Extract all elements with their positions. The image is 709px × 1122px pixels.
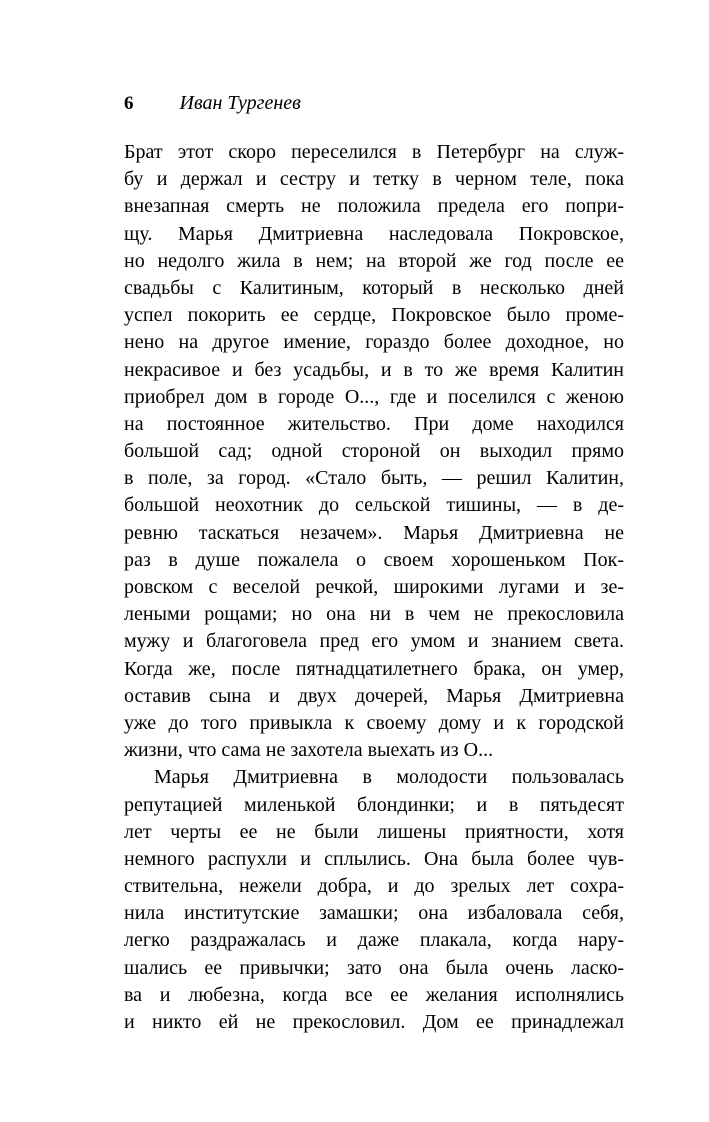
text-line: свадьбы с Калитиным, который в несколько дней bbox=[124, 276, 624, 299]
text-line: мужу и благоговела пред его умом и знанием света. bbox=[124, 630, 624, 653]
text-line: жизни, что сама не захотела выехать из О... bbox=[124, 739, 494, 762]
running-head-author: Иван Тургенев bbox=[179, 92, 301, 114]
text-line: ровском с веселой речкой, широкими лугами и зе- bbox=[124, 576, 624, 598]
text-line: оставив сына и двух дочерей, Марья Дмитриевна bbox=[124, 684, 624, 707]
running-header bbox=[124, 92, 624, 115]
text-line: шались ее привычки; зато она была очень ласко- bbox=[124, 956, 624, 979]
text-line: нила институтские замашки; она избаловала себя, bbox=[124, 902, 624, 925]
text-line: большой сад; одной стороной он выходил прямо bbox=[124, 440, 624, 463]
text-line: немного распухли и сплылись. Она была более чув- bbox=[124, 847, 624, 870]
text-line: бу и держал и сестру и тетку в черном теле, пока bbox=[124, 168, 624, 191]
text-line: внезапная смерть не положила предела его попри- bbox=[124, 195, 624, 218]
text-line: но недолго жила в нем; на второй же год после ее bbox=[124, 249, 624, 272]
text-line: леными рощами; но она ни в чем не прекословила bbox=[124, 603, 624, 626]
text-line: лет черты ее не были лишены приятности, хотя bbox=[124, 820, 624, 843]
text-line: Марья Дмитриевна в молодости пользовалась bbox=[154, 766, 624, 789]
text-line: большой неохотник до сельской тишины, — в де- bbox=[124, 494, 624, 517]
text-line: успел покорить ее сердце, Покровское было проме- bbox=[124, 304, 624, 327]
text-line: на постоянное жительство. При доме находился bbox=[124, 412, 624, 435]
text-line: Когда же, после пятнадцатилетнего брака, он умер, bbox=[124, 657, 624, 680]
text-line: щу. Марья Дмитриевна наследовала Покровское, bbox=[124, 222, 624, 245]
text-line: ствительна, нежели добра, и до зрелых лет сохра- bbox=[124, 875, 624, 898]
text-line: раз в душе пожалела о своем хорошеньком Пок- bbox=[124, 548, 624, 571]
text-line: легко раздражалась и даже плакала, когда нару- bbox=[124, 929, 624, 952]
page-number: 6 bbox=[124, 93, 134, 114]
paragraph-1 bbox=[124, 139, 624, 764]
text-line: репутацией миленькой блондинки; и в пятьдесят bbox=[124, 793, 624, 816]
text-line: Брат этот скоро переселился в Петербург на служ- bbox=[124, 141, 624, 163]
text-line: некрасивое и без усадьбы, и в то же время Калитин bbox=[124, 358, 624, 381]
text-line: нено на другое имение, гораздо более доходное, но bbox=[124, 331, 624, 354]
text-line: ва и любезна, когда все ее желания исполнялись bbox=[124, 983, 624, 1006]
text-line: приобрел дом в городе О..., где и поселился с женою bbox=[124, 385, 624, 408]
text-line: ревню таскаться незачем». Марья Дмитриевна не bbox=[124, 521, 624, 544]
paragraph-2 bbox=[124, 764, 624, 1036]
page-body bbox=[124, 139, 624, 1036]
text-line: в поле, за город. «Стало быть, — решил Калитин, bbox=[124, 467, 624, 490]
text-line: уже до того привыкла к своему дому и к городской bbox=[124, 711, 624, 734]
text-line: и никто ей не прекословил. Дом ее принадлежал bbox=[124, 1011, 624, 1033]
